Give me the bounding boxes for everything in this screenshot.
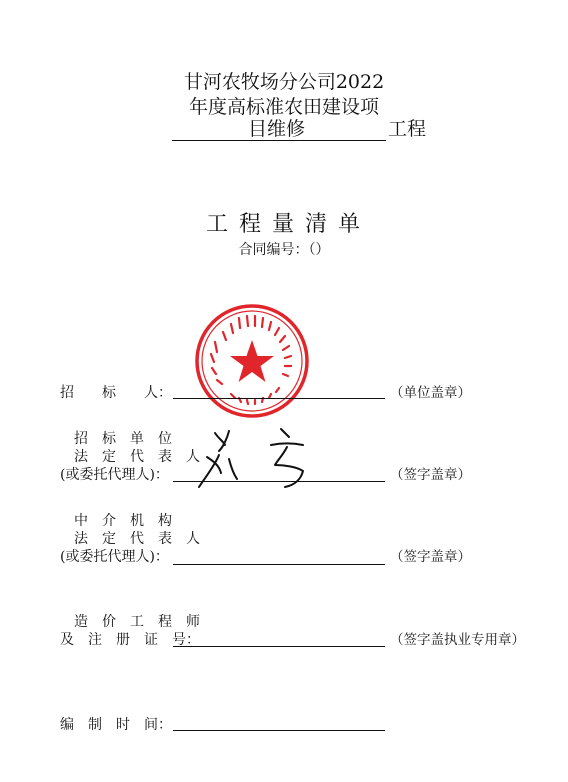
date-label: 编 制 时 间： [60, 717, 172, 733]
engineer-line-1: 造 价 工 程 师 [74, 614, 200, 630]
title-line-2: 年度高标准农田建设项 [188, 96, 379, 118]
title-line-3-fill: 目维修 [248, 118, 306, 140]
intermediary-line-2: 法 定 代 表 人 [74, 531, 200, 547]
agent-rep-note: （签字盖章） [390, 467, 471, 483]
tenderer-note: （单位盖章） [390, 385, 471, 401]
tenderer-line[interactable] [173, 398, 385, 399]
official-seal-icon [193, 302, 311, 420]
agent-rep-line-2: 法 定 代 表 人 [74, 449, 200, 465]
handwritten-signature [185, 425, 315, 495]
engineer-line[interactable] [173, 646, 385, 647]
intermediary-line-3: (或委托代理人)： [60, 549, 169, 565]
tenderer-label: 招 标 人： [60, 385, 172, 401]
contract-number: 合同编号：（） [238, 242, 330, 258]
engineer-note: （签字盖执业专用章） [390, 632, 525, 648]
date-line[interactable] [173, 730, 385, 731]
agent-rep-line-1: 招 标 单 位 [74, 431, 172, 447]
title-line-1: 甘河农牧场分公司2022 [183, 71, 385, 93]
title-line-3-suffix: 工程 [388, 118, 427, 140]
intermediary-line[interactable] [173, 564, 385, 565]
doc-heading: 工 程 量 清 单 [206, 212, 362, 237]
engineer-line-2: 及 注 册 证 号： [60, 632, 200, 648]
intermediary-line-1: 中 介 机 构 [74, 513, 172, 529]
agent-rep-line-3: (或委托代理人)： [60, 467, 169, 483]
intermediary-note: （签字盖章） [390, 549, 471, 565]
